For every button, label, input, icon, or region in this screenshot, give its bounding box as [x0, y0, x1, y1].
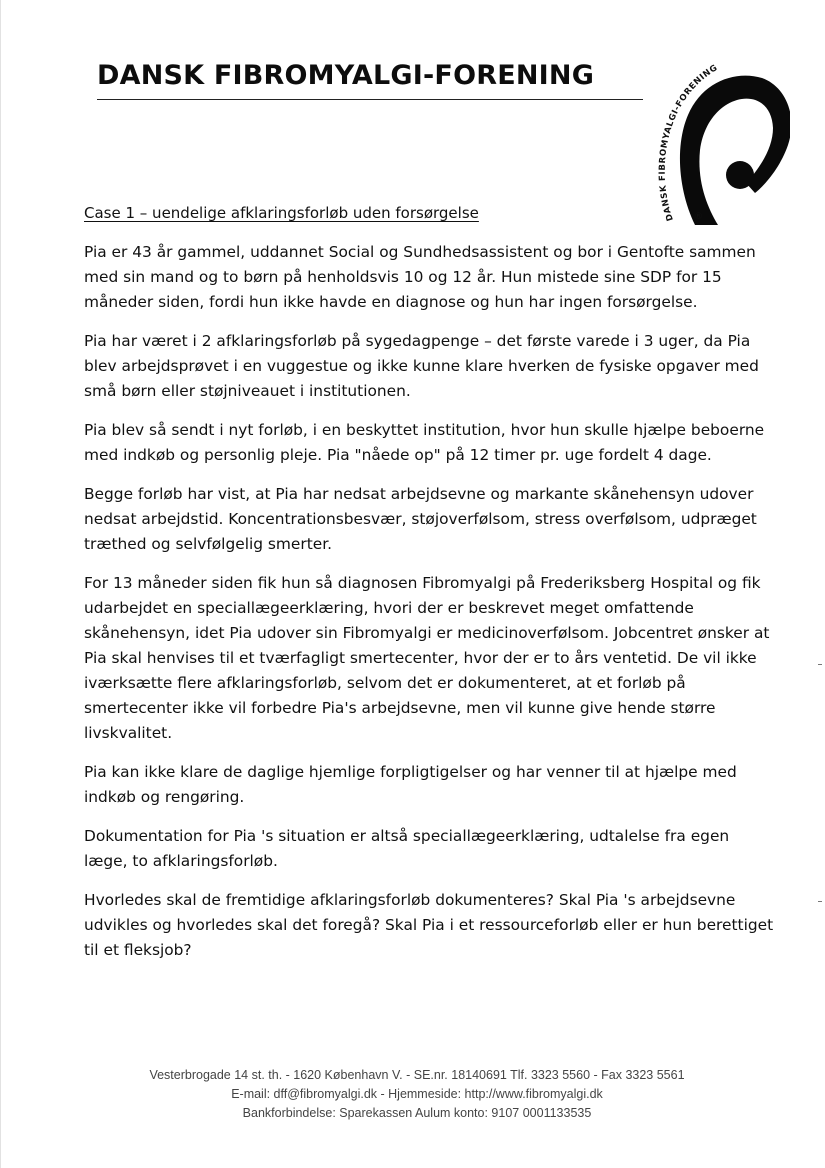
logo-dot-shape	[726, 161, 754, 189]
paragraph-6: Pia kan ikke klare de daglige hjemlige forpligtigelser og har venner til at hjælpe med indkøb og rengøring.	[84, 763, 737, 806]
scan-mark	[818, 901, 822, 902]
paragraph-2: Pia har været i 2 afklaringsforløb på sygedagpenge – det første varede i 3 uger, da Pia blev arbejdsprøvet i en vuggestue og ikke kunne klare hverken de fysiske opgaver med små børn eller støjniveauet i institutionen.	[84, 332, 759, 400]
title-rule	[97, 99, 643, 100]
registered-mark: ®	[694, 212, 703, 222]
footer-contact: E-mail: dff@fibromyalgi.dk - Hjemmeside: http://www.fibromyalgi.dk	[231, 1087, 603, 1101]
organization-logo	[640, 40, 790, 230]
scan-mark	[818, 664, 822, 665]
logo-arc-text: DANSK FIBROMYALGI-FORENING	[657, 62, 720, 223]
organization-title: DANSK FIBROMYALGI-FORENING	[97, 60, 595, 91]
paragraph-3: Pia blev så sendt i nyt forløb, i en beskyttet institution, hvor hun skulle hjælpe beboerne med indkøb og personlig pleje. Pia "nåede op" på 12 timer pr. uge fordelt 4 dage.	[84, 421, 765, 464]
paragraph-7: Dokumentation for Pia 's situation er altså speciallægeerklæring, udtalelse fra egen læge, to afklaringsforløb.	[84, 827, 730, 870]
page-footer	[0, 1066, 825, 1123]
case-heading: Case 1 – uendelige afklaringsforløb uden forsørgelse	[84, 204, 479, 222]
paragraph-5: For 13 måneder siden fik hun så diagnosen Fibromyalgi på Frederiksberg Hospital og fik udarbejdet en speciallægeerklæring, hvori der er beskrevet meget omfattende skånehensyn, idet Pia udover sin Fibromyalgi er medicinoverfølsom. Jobcentret ønsker at Pia skal henvises til et tværfagligt smertecenter, hvor der er to års ventetid. De vil ikke iværksætte flere afklaringsforløb, selvom det er dokumenteret, at et forløb på smertecenter ikke vil forbedre Pia's arbejdsevne, men vil kunne give hende større livskvalitet.	[84, 574, 770, 742]
paragraph-8: Hvorledes skal de fremtidige afklaringsforløb dokumenteres? Skal Pia 's arbejdsevne udvikles og hvorledes skal det foregå? Skal Pia i et ressourceforløb eller er hun berettiget til et fleksjob?	[84, 891, 774, 959]
paragraph-4: Begge forløb har vist, at Pia har nedsat arbejdsevne og markante skånehensyn udover nedsat arbejdstid. Koncentrationsbesvær, støjoverfølsom, stress overfølsom, udpræget træthed og selvfølgelig smerter.	[84, 485, 757, 553]
footer-bank: Bankforbindelse: Sparekassen Aulum konto: 9107 0001133535	[242, 1106, 592, 1120]
case-content	[84, 203, 774, 977]
paragraph-1: Pia er 43 år gammel, uddannet Social og Sundhedsassistent og bor i Gentofte sammen med sin mand og to børn på henholdsvis 10 og 12 år. Hun mistede sine SDP for 15 måneder siden, fordi hun ikke havde en diagnose og hun har ingen forsørgelse.	[84, 243, 756, 311]
footer-address: Vesterbrogade 14 st. th. - 1620 København V. - SE.nr. 18140691 Tlf. 3323 5560 - Fax 3323 5561	[149, 1068, 685, 1082]
